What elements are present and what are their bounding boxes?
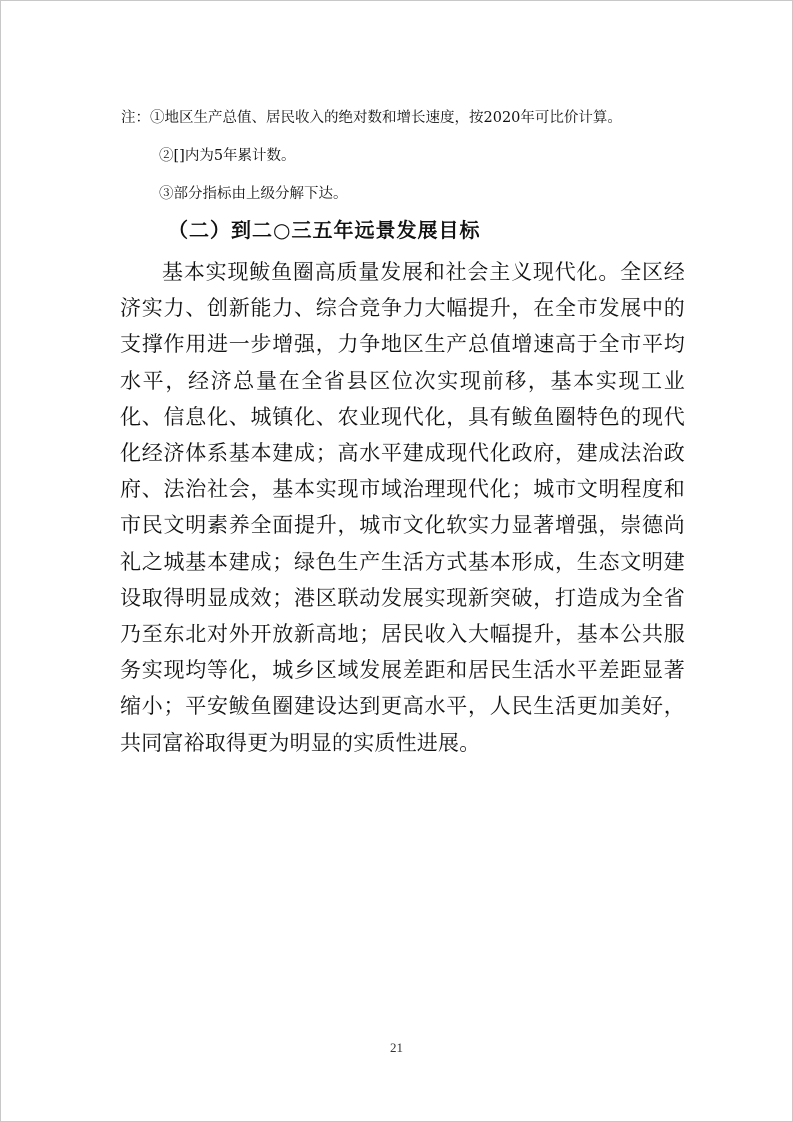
section-heading: （二）到二○三五年远景发展目标 [168, 218, 481, 242]
table-notes [121, 108, 681, 222]
note-2: ②[]内为5年累计数。 [159, 148, 296, 164]
body-paragraph: 基本实现鲅鱼圈高质量发展和社会主义现代化。全区经济实力、创新能力、综合竞争力大幅提升，在全市发展中的支撑作用进一步增强，力争地区生产总值增速高于全市平均水平，经济总量在全省县区位次实现前移，基本实现工业化、信息化、城镇化、农业现代化，具有鲅鱼圈特色的现代化经济体系基本建成；高水平建成现代化政府，建成法治政府、法治社会，基本实现市域治理现代化；城市文明程度和市民文明素养全面提升，城市文化软实力显著增强，崇德尚礼之城基本建成；绿色生产生活方式基本形成，生态文明建设取得明显成效；港区联动发展实现新突破，打造成为全省乃至东北对外开放新高地；居民收入大幅提升，基本公共服务实现均等化，城乡区域发展差距和居民生活水平差距显著缩小；平安鲅鱼圈建设达到更高水平，人民生活更加美好，共同富裕取得更为明显的实质性进展。 [120, 260, 685, 755]
note-1: 注：①地区生产总值、居民收入的绝对数和增长速度，按2020年可比价计算。 [121, 110, 622, 126]
note-3: ③部分指标由上级分解下达。 [159, 186, 348, 202]
page-number: 21 [390, 1040, 403, 1055]
